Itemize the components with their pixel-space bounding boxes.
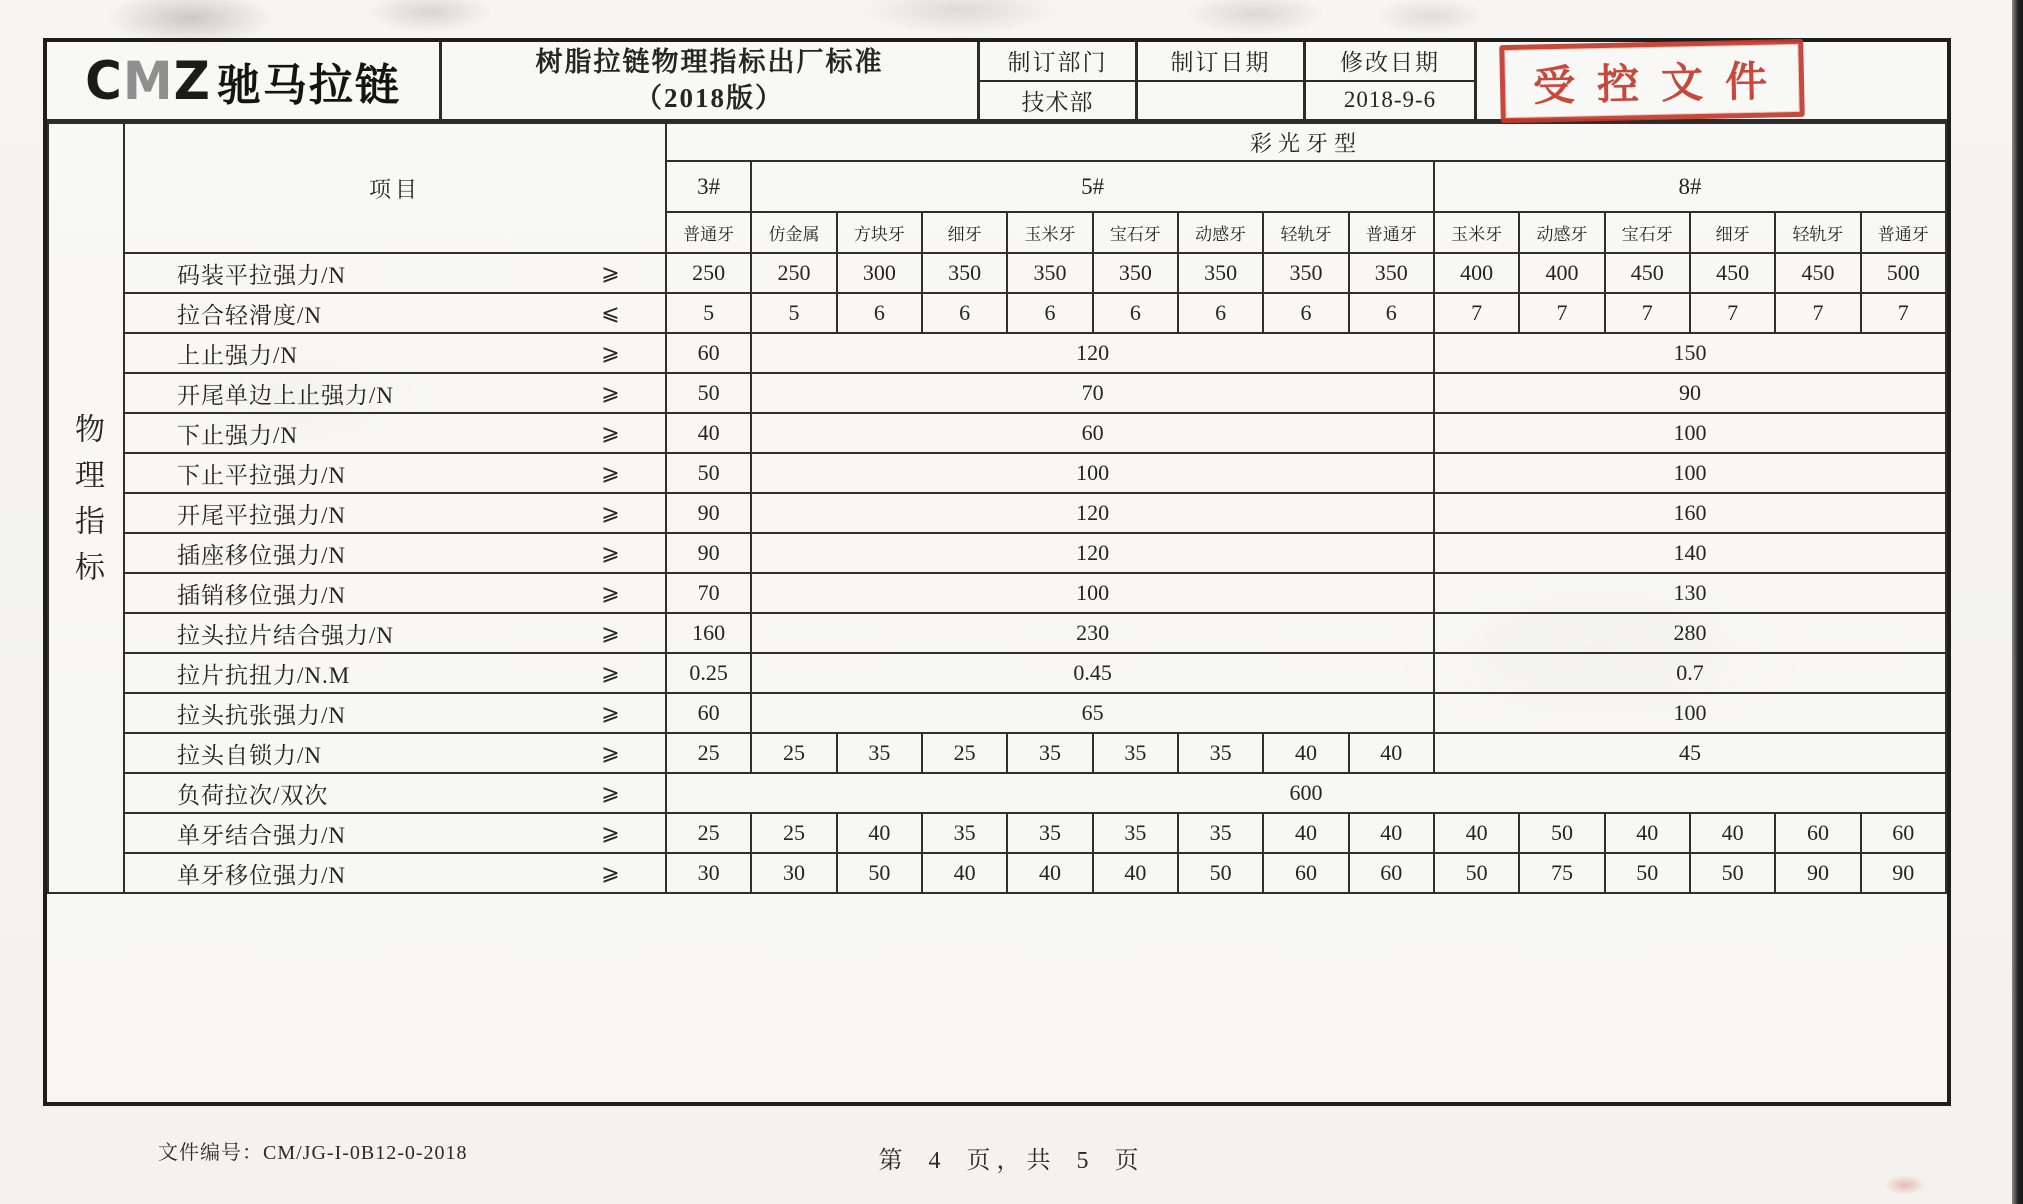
spec-row-operator: ⩾: [556, 613, 666, 653]
spec-value: 25: [751, 733, 836, 773]
page-indicator: 第 4 页，共 5 页: [878, 1148, 1145, 1174]
spec-value: 25: [666, 813, 751, 853]
spec-value: 6: [1178, 293, 1263, 333]
spec-row: [48, 293, 1946, 333]
spec-value: 50: [666, 373, 751, 413]
spec-row: [48, 813, 1946, 853]
spec-value: 50: [837, 853, 922, 893]
document-title-line1: 树脂拉链物理指标出厂标准: [535, 47, 884, 78]
spec-value: 35: [922, 813, 1007, 853]
spec-row-operator: ⩾: [556, 253, 666, 293]
spec-value: 40: [1349, 733, 1434, 773]
tooth-type-header: 宝石牙: [1605, 212, 1690, 253]
spec-row: [48, 773, 1946, 813]
spec-value: 40: [1093, 853, 1178, 893]
spec-value: 35: [1007, 733, 1092, 773]
scanner-edge-strip: [2012, 0, 2023, 1204]
spec-row: [48, 613, 1946, 653]
spec-value: 160: [1434, 493, 1946, 533]
spec-row: [48, 253, 1946, 293]
spec-row: [48, 373, 1946, 413]
spec-value: 350: [1178, 253, 1263, 293]
spec-value: 150: [1434, 333, 1946, 373]
dept-label: 制订部门: [980, 42, 1135, 82]
spec-row-label: 插销移位强力/N: [124, 573, 556, 613]
tooth-type-header: 轻轨牙: [1263, 212, 1348, 253]
document-title-line2: （2018版）: [635, 82, 784, 113]
create-date-label: 制订日期: [1138, 42, 1303, 82]
size-group-header-1: 3#: [666, 161, 751, 212]
document-number: [158, 1136, 468, 1165]
logo-latin-text: CMZ: [85, 50, 211, 111]
controlled-document-stamp: 受控文件: [1499, 38, 1805, 122]
spec-value: 40: [1605, 813, 1690, 853]
spec-value: 7: [1519, 293, 1604, 333]
spec-value: 60: [1861, 813, 1946, 853]
spec-value: 7: [1605, 293, 1690, 333]
document-header: [47, 42, 1947, 122]
spec-row-operator: ⩾: [556, 493, 666, 533]
spec-row-label: 拉头拉片结合强力/N: [124, 613, 556, 653]
tooth-type-header: 细牙: [922, 212, 1007, 253]
spec-value: 35: [1007, 813, 1092, 853]
document-number-value: CM/JG-I-0B12-0-2018: [263, 1142, 468, 1164]
spec-row-label: 插座移位强力/N: [124, 533, 556, 573]
spec-row-label: 拉片抗扭力/N.M: [124, 653, 556, 693]
tooth-type-header: 普通牙: [1861, 212, 1946, 253]
spec-row-operator: ⩾: [556, 813, 666, 853]
tooth-type-header: 细牙: [1690, 212, 1775, 253]
spec-row-operator: ⩾: [556, 693, 666, 733]
spec-value: 50: [1519, 813, 1604, 853]
spec-row: [48, 733, 1946, 773]
spec-value: 500: [1861, 253, 1946, 293]
spec-value: 50: [1690, 853, 1775, 893]
spec-row-operator: ⩾: [556, 573, 666, 613]
document-number-label: 文件编号：: [158, 1142, 263, 1164]
revision-date-block: [1306, 42, 1477, 119]
spec-value: 90: [1775, 853, 1860, 893]
spec-value: 280: [1434, 613, 1946, 653]
spec-value: 40: [1263, 733, 1348, 773]
spec-row: [48, 413, 1946, 453]
spec-value: 25: [922, 733, 1007, 773]
spec-value: 350: [1263, 253, 1348, 293]
spec-value: 400: [1434, 253, 1519, 293]
spec-value: 50: [666, 453, 751, 493]
spec-value: 40: [1349, 813, 1434, 853]
spec-value: 0.45: [751, 653, 1434, 693]
spec-value: 70: [751, 373, 1434, 413]
spec-value: 7: [1861, 293, 1946, 333]
logo-m-gray: M: [122, 50, 174, 111]
spec-value: 35: [1093, 733, 1178, 773]
spec-row-operator: ⩾: [556, 533, 666, 573]
spec-row-label: 拉头抗张强力/N: [124, 693, 556, 733]
tooth-type-header: 玉米牙: [1434, 212, 1519, 253]
spec-value: 40: [1690, 813, 1775, 853]
spec-row-label: 开尾平拉强力/N: [124, 493, 556, 533]
spec-row-label: 单牙移位强力/N: [124, 853, 556, 893]
spec-row: [48, 493, 1946, 533]
spec-value: 60: [1263, 853, 1348, 893]
spec-row: [48, 853, 1946, 893]
spec-value: 120: [751, 493, 1434, 533]
spec-row-label: 码装平拉强力/N: [124, 253, 556, 293]
spec-row: [48, 693, 1946, 733]
spec-value: 70: [666, 573, 751, 613]
spec-value: 50: [1178, 853, 1263, 893]
spec-value: 40: [1263, 813, 1348, 853]
spec-value: 7: [1690, 293, 1775, 333]
spec-value: 350: [1349, 253, 1434, 293]
spec-value: 50: [1605, 853, 1690, 893]
tooth-type-header: 动感牙: [1519, 212, 1604, 253]
spec-value: 40: [1007, 853, 1092, 893]
spec-value: 25: [751, 813, 836, 853]
spec-value: 7: [1434, 293, 1519, 333]
spec-value: 450: [1690, 253, 1775, 293]
spec-value: 350: [1007, 253, 1092, 293]
spec-value: 6: [1349, 293, 1434, 333]
size-group-header-3: 8#: [1434, 161, 1946, 212]
spec-row-operator: ⩾: [556, 413, 666, 453]
spec-value: 60: [666, 333, 751, 373]
spec-value: 100: [751, 453, 1434, 493]
spec-value: 60: [751, 413, 1434, 453]
spec-value: 160: [666, 613, 751, 653]
spec-value: 450: [1775, 253, 1860, 293]
spec-row-operator: ⩾: [556, 453, 666, 493]
spec-value: 6: [1093, 293, 1178, 333]
spec-row-operator: ⩾: [556, 853, 666, 893]
spec-value: 45: [1434, 733, 1946, 773]
dept-value: 技术部: [1021, 89, 1094, 115]
spec-value: 6: [922, 293, 1007, 333]
spec-value: 35: [1178, 733, 1263, 773]
spec-value: 40: [666, 413, 751, 453]
tooth-type-header: 轻轨牙: [1775, 212, 1860, 253]
spec-value: 350: [1093, 253, 1178, 293]
document-sheet: [43, 38, 1951, 1106]
spec-row: [48, 533, 1946, 573]
spec-row-operator: ⩽: [556, 293, 666, 333]
spec-value: 300: [837, 253, 922, 293]
dept-block: [980, 42, 1138, 119]
stamp-area: [1477, 42, 1947, 119]
spec-value: 30: [751, 853, 836, 893]
spec-row: [48, 453, 1946, 493]
revision-date-value: 2018-9-6: [1343, 87, 1437, 113]
spec-value: 40: [1434, 813, 1519, 853]
spec-value: 250: [666, 253, 751, 293]
spec-row-label: 拉合轻滑度/N: [124, 293, 556, 333]
spec-value: 90: [1434, 373, 1946, 413]
spec-value: 65: [751, 693, 1434, 733]
spec-row-label: 负荷拉次/双次: [124, 773, 556, 813]
spec-row-operator: ⩾: [556, 653, 666, 693]
spec-row-operator: ⩾: [556, 333, 666, 373]
spec-value: 600: [666, 773, 1946, 813]
create-date-value: [1138, 82, 1303, 120]
spec-value: 60: [666, 693, 751, 733]
spec-value: 25: [666, 733, 751, 773]
spec-row-label: 下止平拉强力/N: [124, 453, 556, 493]
spec-row-operator: ⩾: [556, 733, 666, 773]
spec-table: [47, 122, 1947, 894]
spec-value: 90: [666, 533, 751, 573]
item-header-cell: 项目: [124, 123, 666, 253]
spec-value: 100: [751, 573, 1434, 613]
logo-chinese-text: 驰马拉链: [216, 59, 401, 111]
size-group-header-2: 5#: [751, 161, 1434, 212]
spec-value: 40: [922, 853, 1007, 893]
section-label: 物理指标: [70, 413, 103, 597]
spec-row-operator: ⩾: [556, 373, 666, 413]
spec-value: 450: [1605, 253, 1690, 293]
company-logo: [47, 42, 442, 119]
spec-row-label: 开尾单边上止强力/N: [124, 373, 556, 413]
tooth-type-header: 普通牙: [666, 212, 751, 253]
spec-value: 230: [751, 613, 1434, 653]
spec-value: 120: [751, 533, 1434, 573]
spec-value: 0.25: [666, 653, 751, 693]
spec-value: 400: [1519, 253, 1604, 293]
spec-row-operator: ⩾: [556, 773, 666, 813]
spec-value: 100: [1434, 413, 1946, 453]
spec-value: 6: [837, 293, 922, 333]
section-label-cell: [48, 123, 124, 893]
tooth-pattern-group-row: [48, 123, 1946, 161]
spec-value: 120: [751, 333, 1434, 373]
tooth-type-header: 动感牙: [1178, 212, 1263, 253]
spec-value: 6: [1263, 293, 1348, 333]
spec-value: 5: [666, 293, 751, 333]
spec-value: 130: [1434, 573, 1946, 613]
spec-row-label: 上止强力/N: [124, 333, 556, 373]
spec-value: 90: [1861, 853, 1946, 893]
tooth-type-header: 仿金属: [751, 212, 836, 253]
spec-value: 350: [922, 253, 1007, 293]
spec-value: 90: [666, 493, 751, 533]
spec-row: [48, 333, 1946, 373]
spec-value: 35: [1093, 813, 1178, 853]
spec-value: 100: [1434, 693, 1946, 733]
spec-value: 140: [1434, 533, 1946, 573]
tooth-type-header: 玉米牙: [1007, 212, 1092, 253]
tooth-type-header: 宝石牙: [1093, 212, 1178, 253]
spec-value: 50: [1434, 853, 1519, 893]
spec-value: 30: [666, 853, 751, 893]
spec-value: 5: [751, 293, 836, 333]
revision-date-label: 修改日期: [1306, 42, 1474, 82]
spec-value: 35: [837, 733, 922, 773]
spec-value: 0.7: [1434, 653, 1946, 693]
spec-value: 60: [1775, 813, 1860, 853]
spec-row-label: 下止强力/N: [124, 413, 556, 453]
spec-value: 75: [1519, 853, 1604, 893]
tooth-type-header: 方块牙: [837, 212, 922, 253]
spec-value: 40: [837, 813, 922, 853]
spec-value: 6: [1007, 293, 1092, 333]
spec-value: 250: [751, 253, 836, 293]
spec-value: 100: [1434, 453, 1946, 493]
create-date-block: [1138, 42, 1306, 119]
tooth-pattern-group-header: 彩光牙型: [666, 123, 1946, 161]
spec-row-label: 拉头自锁力/N: [124, 733, 556, 773]
spec-value: 35: [1178, 813, 1263, 853]
tooth-type-header: 普通牙: [1349, 212, 1434, 253]
spec-value: 60: [1349, 853, 1434, 893]
document-title: [442, 42, 980, 119]
spec-row-label: 单牙结合强力/N: [124, 813, 556, 853]
spec-row: [48, 653, 1946, 693]
spec-value: 7: [1775, 293, 1860, 333]
spec-row: [48, 573, 1946, 613]
